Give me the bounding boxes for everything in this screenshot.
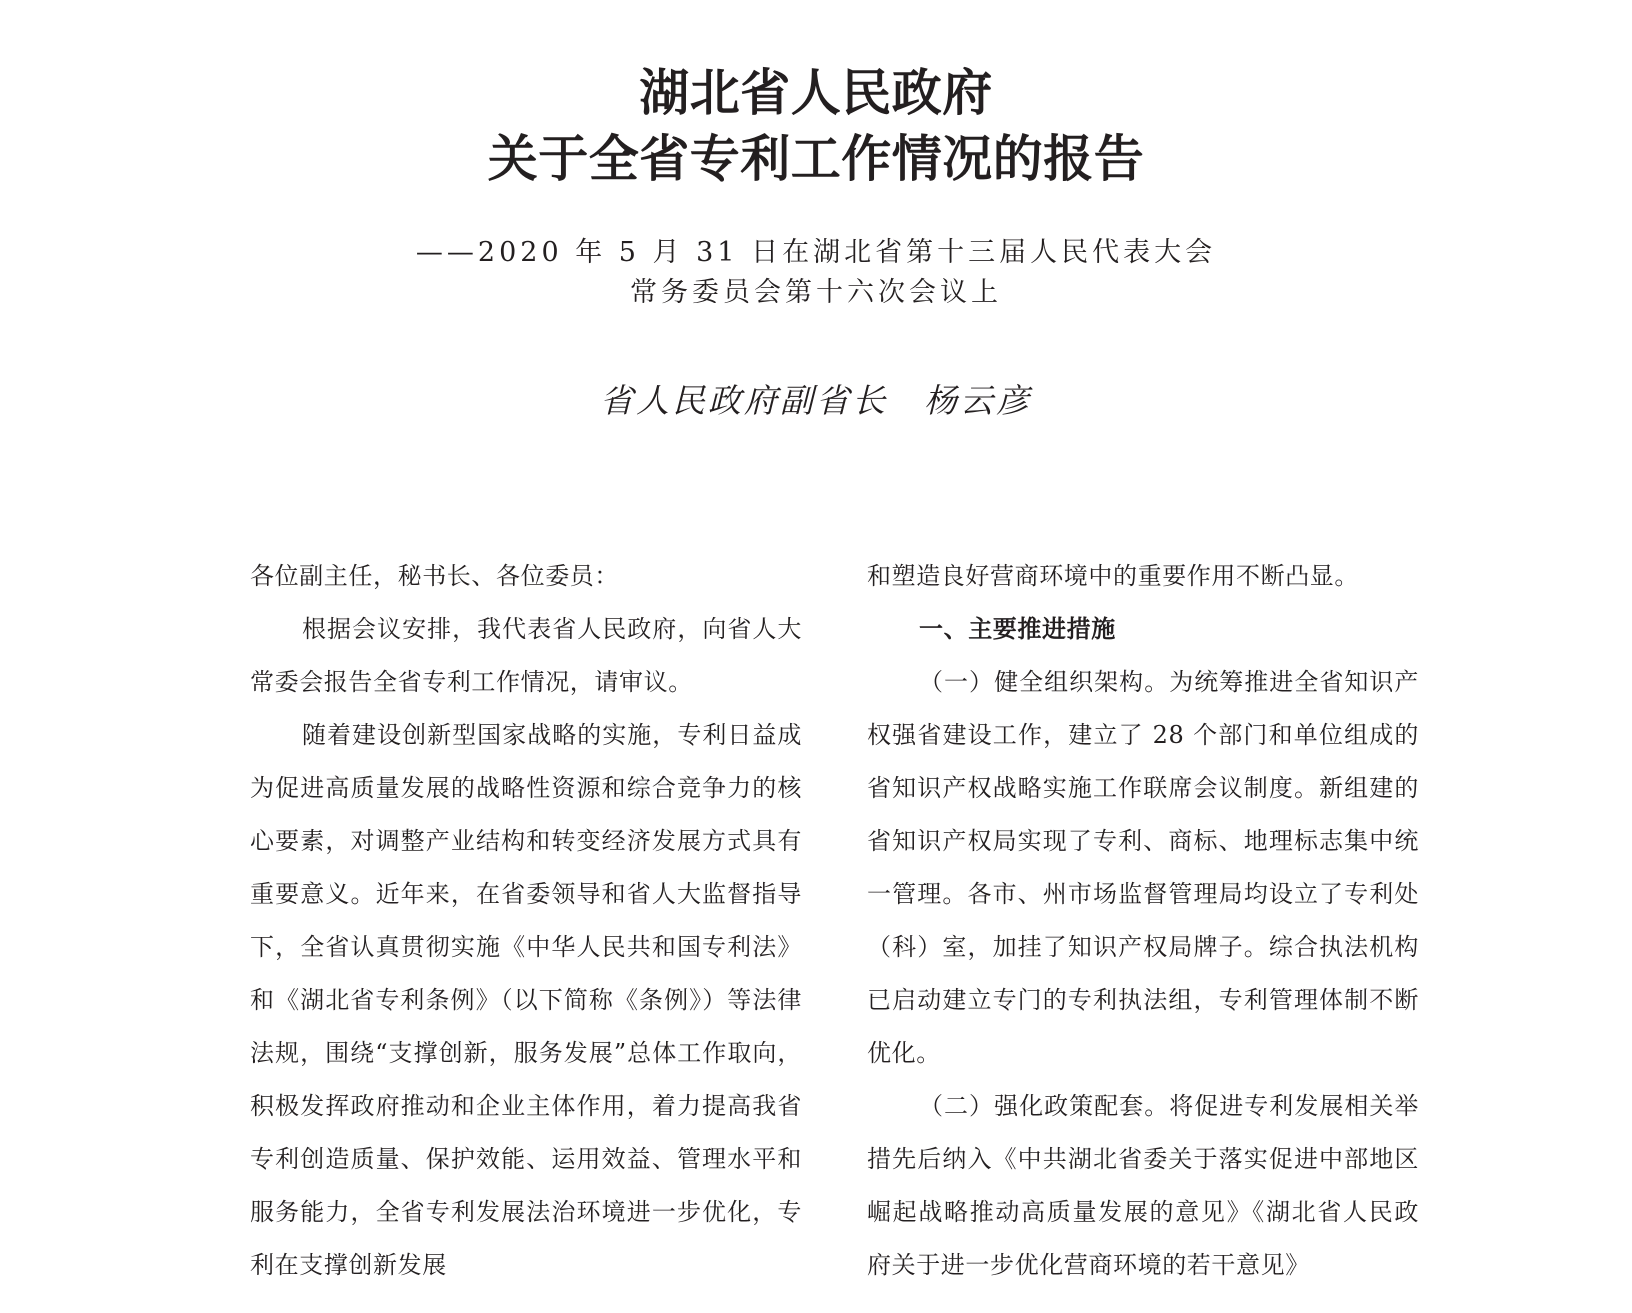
salutation: 各位副主任，秘书长、各位委员： [250, 562, 619, 590]
report-title-line-2: 关于全省专利工作情况的报告 [487, 130, 1145, 188]
right-text-column [867, 550, 1419, 1292]
section-heading: 一、主要推进措施 [919, 615, 1116, 643]
body-paragraph: （二）强化政策配套。将促进专利发展相关举措先后纳入《中共湖北省委关于落实促进中部地区崛起战略推动高质量发展的意见》《湖北省人民政府关于进一步优化营商环境的若干意见》 [867, 1092, 1419, 1279]
report-title-line-1: 湖北省人民政府 [639, 64, 993, 122]
body-paragraph: 随着建设创新型国家战略的实施，专利日益成为促进高质量发展的战略性资源和综合竞争力的核心要素，对调整产业结构和转变经济发展方式具有重要意义。近年来，在省委领导和省人大监督指导下，全省认真贯彻实施《中华人民共和国专利法》和《湖北省专利条例》（以下简称《条例》）等法律法规，围绕“支撑创新，服务发展”总体工作取向，积极发挥政府推动和企业主体作用，着力提高我省专利创造质量、保护效能、运用效益、管理水平和服务能力，全省专利发展法治环境进一步优化，专利在支撑创新发展 [250, 721, 802, 1279]
left-text-column [250, 550, 802, 1292]
meeting-subtitle-line-1: ——2020 年 5 月 31 日在湖北省第十三届人民代表大会 [415, 237, 1217, 268]
speaker-byline [0, 379, 1632, 423]
body-paragraph: 根据会议安排，我代表省人民政府，向省人大常委会报告全省专利工作情况，请审议。 [250, 615, 802, 696]
speaker-position: 省人民政府副省长 [600, 381, 888, 420]
speaker-name: 杨云彦 [924, 381, 1032, 420]
body-paragraph-continued: 和塑造良好营商环境中的重要作用不断凸显。 [867, 562, 1359, 590]
body-paragraph: （一）健全组织架构。为统筹推进全省知识产权强省建设工作，建立了 28 个部门和单位组成的省知识产权战略实施工作联席会议制度。新组建的省知识产权局实现了专利、商标、地理标志集中统一管理。各市、州市场监督管理局均设立了专利处（科）室，加挂了知识产权局牌子。综合执法机构已启动建立专门的专利执法组，专利管理体制不断优化。 [867, 668, 1419, 1067]
meeting-subtitle-line-2: 常务委员会第十六次会议上 [630, 277, 1002, 308]
